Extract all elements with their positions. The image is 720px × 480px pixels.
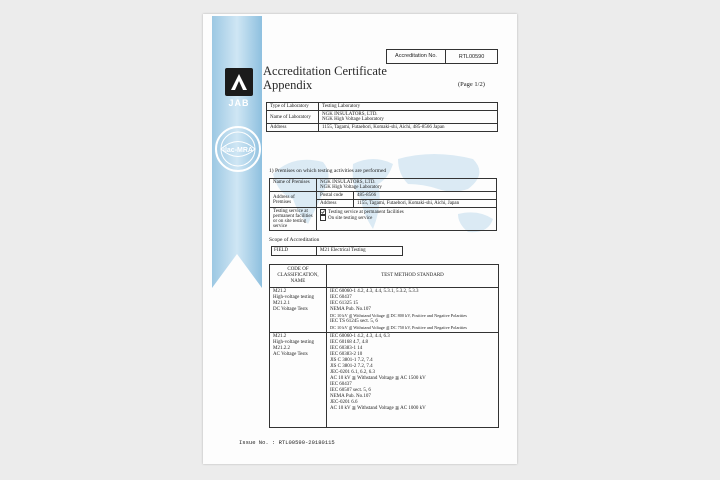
code-line: M21.2 [273, 334, 287, 339]
issue-number: Issue No. : RTL00590-20180115 [239, 439, 335, 446]
code-line: AC Voltage Tests [273, 352, 308, 357]
accreditation-number-box [386, 49, 498, 64]
lab-type-value: Testing Laboratory [319, 103, 498, 111]
table-header-row [270, 265, 499, 288]
code-line: High-voltage testing [273, 340, 314, 345]
laboratory-table [266, 102, 498, 132]
column-header-code: CODE OF CLASSIFICATION, NAME [270, 265, 327, 288]
code-line: M21.2.1 [273, 301, 290, 306]
method-line: DC 10 kV ≦ Withstand Voltage ≦ DC 750 kV, Positive and Negative Polarities [330, 325, 467, 330]
scope-table [269, 264, 499, 428]
code-line: M21.2.2 [273, 346, 290, 351]
table-row [267, 124, 498, 132]
field-label: FIELD [272, 247, 317, 255]
method-line: IEC 60060-1 4.2, 4.3, 4.4, 5.3.1, 5.3.2, 5.3.3 [330, 289, 419, 294]
postal-code-label: Postal code [317, 192, 354, 200]
service-label: Testing service at permanent facilities or on site testing service [270, 208, 317, 231]
service-option-permanent: Testing service at permanent facilities [328, 210, 404, 216]
table-row [270, 192, 497, 200]
jab-logo-icon [225, 68, 253, 96]
table-row [267, 103, 498, 111]
method-line: IEC 60437 [330, 295, 352, 300]
postal-code-value: 485-8566 [354, 192, 497, 200]
lab-address-value: 1155, Tagami, Futaebori, Komaki-shi, Aichi, 485-8566 Japan [319, 124, 498, 132]
method-line: JEC-0201 6.6 [330, 400, 358, 405]
service-option-onsite: On site testing service [328, 216, 373, 222]
method-line: DC 10 kV ≦ Withstand Voltage ≦ DC 800 kV, Positive and Negative Polarities [330, 313, 467, 318]
table-row [270, 288, 499, 333]
method-line: IEC 60383-2 10 [330, 352, 363, 357]
title-line-2: Appendix [263, 78, 313, 92]
certificate-page [203, 14, 517, 464]
code-line: DC Voltage Tests [273, 307, 308, 312]
table-row [270, 179, 497, 192]
code-cell-dc [270, 288, 327, 333]
premises-name-value: NGK INSULATORS, LTD. NGK High Voltage Laboratory [317, 179, 497, 192]
field-box [271, 246, 403, 256]
column-header-method: TEST METHOD STANDARD [327, 265, 499, 288]
premises-table [269, 178, 497, 231]
field-value: M21 Electrical Testing [320, 248, 366, 253]
method-cell-dc [327, 288, 499, 333]
method-line: NEMA Pub. No.107 [330, 394, 371, 399]
lab-name-value: NGK INSULATORS, LTD. NGK High Voltage Laboratory [319, 111, 498, 124]
method-line: IEC 61325 15 [330, 301, 359, 306]
premises-addr-label: Address [317, 200, 354, 208]
method-line: JIS C 3801-2 7.2, 7.4 [330, 364, 373, 369]
method-line: IEC 60383-1 14 [330, 346, 363, 351]
premises-addr-value: 1155, Tagami, Futaebori, Komaki-shi, Aichi, Japan [354, 200, 497, 208]
method-line: IEC TS 61245 sect. 5, 6 [330, 319, 378, 324]
method-line: AC 10 kV ≦ Withstand Voltage ≦ AC 1000 kV [330, 406, 426, 411]
method-line: JEC-0201 6.1, 6.2, 6.3 [330, 370, 375, 375]
method-line: AC 10 kV ≦ Withstand Voltage ≦ AC 1500 kV [330, 376, 426, 381]
scope-heading: Scope of Accreditation [269, 237, 320, 243]
table-row [267, 111, 498, 124]
method-line: IEC 60437 [330, 382, 352, 387]
method-line: JIS C 3801-1 7.2, 7.4 [330, 358, 373, 363]
title-line-1: Accreditation Certificate [263, 64, 387, 78]
premises-name-label: Name of Premises [270, 179, 317, 192]
method-cell-ac [327, 333, 499, 428]
table-row [270, 208, 497, 231]
jab-logo-text: JAB [228, 98, 250, 108]
table-row [270, 333, 499, 428]
method-line: IEC 60060-1 4.2, 4.3, 4.4, 6.3 [330, 334, 390, 339]
lab-type-label: Type of Laboratory [267, 103, 319, 111]
ilac-text: ilac-MRA [223, 147, 253, 154]
accreditation-number: RTL00590 [458, 53, 485, 60]
premises-address-label: Address of Premises [270, 192, 317, 208]
checkbox-permanent-checked [320, 209, 326, 215]
accreditation-label: Accreditation No. [387, 50, 446, 63]
page-indicator: (Page 1/2) [458, 81, 485, 88]
lab-address-label: Address [267, 124, 319, 132]
code-cell-ac [270, 333, 327, 428]
ilac-mra-icon [213, 124, 263, 174]
method-line: IEC 60168 4.7, 4.8 [330, 340, 369, 345]
lab-name-label: Name of Laboratory [267, 111, 319, 124]
premises-heading: 1) Premises on which testing activities are performed [269, 168, 387, 174]
code-line: High-voltage testing [273, 295, 314, 300]
method-line: NEMA Pub. No.107 [330, 307, 371, 312]
checkbox-onsite [320, 215, 326, 221]
method-line: IEC 60507 sect. 5, 6 [330, 388, 371, 393]
code-line: M21.2 [273, 289, 287, 294]
